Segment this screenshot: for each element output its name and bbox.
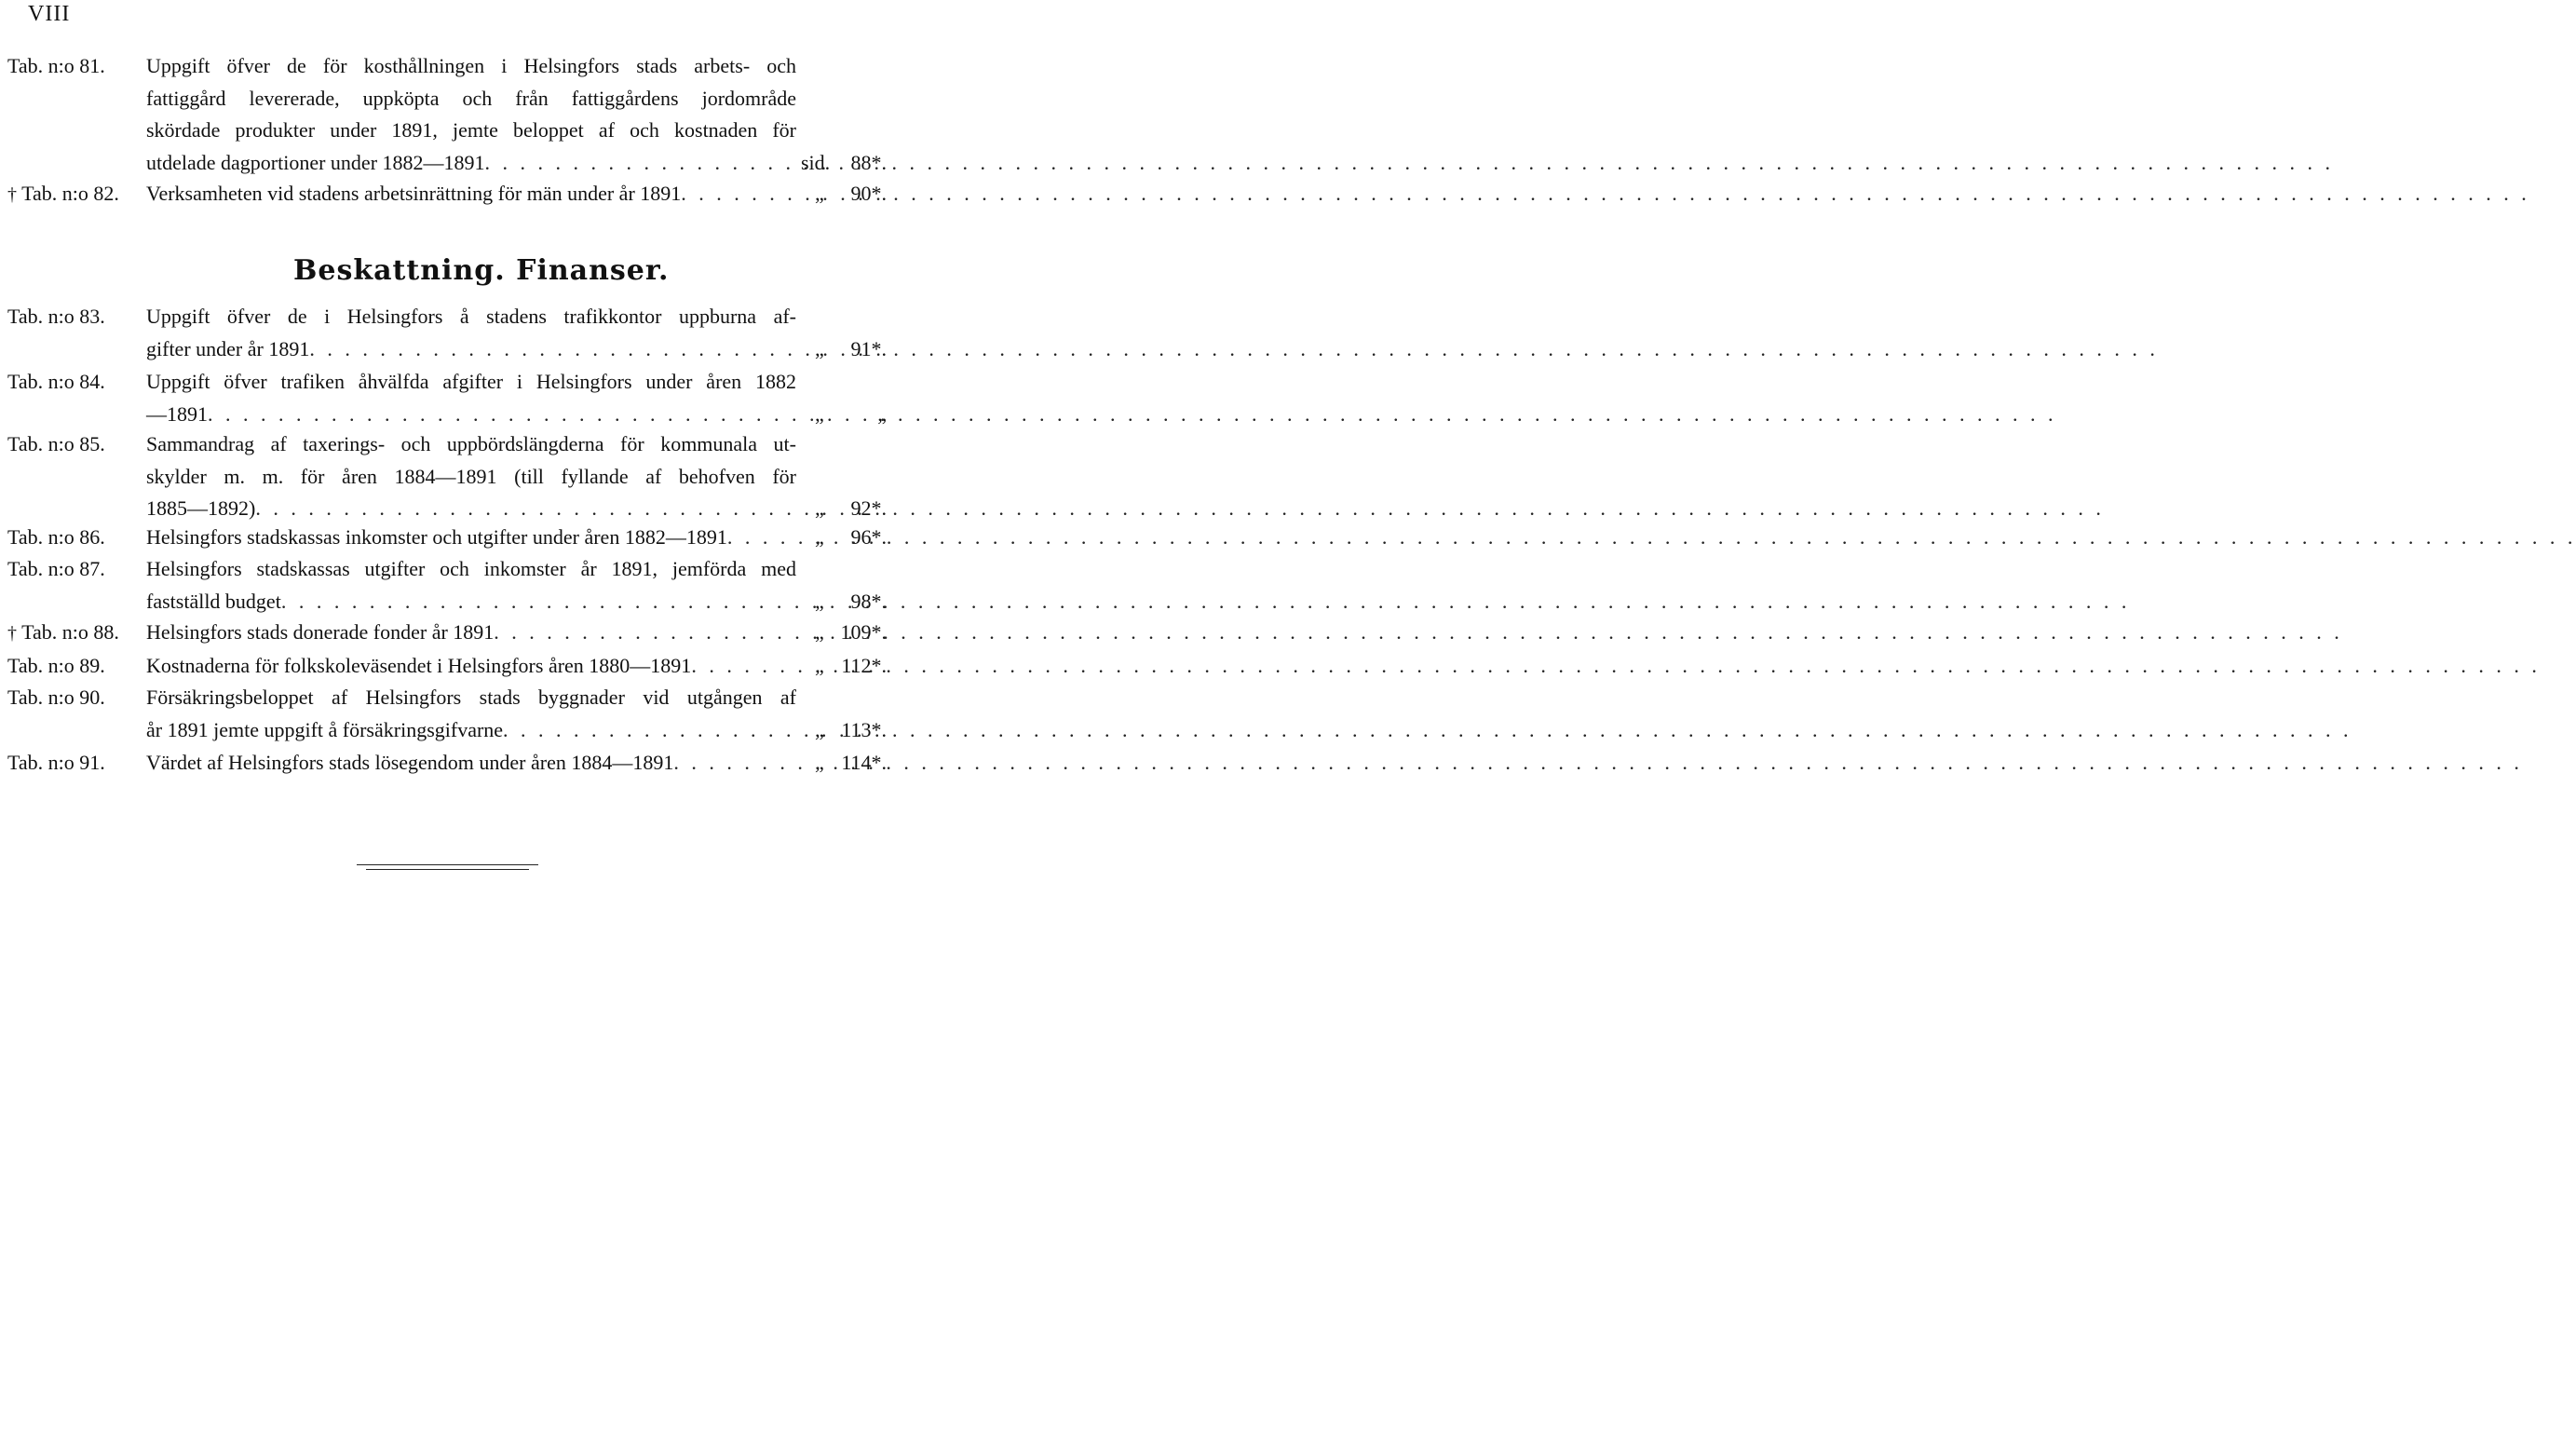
dot-leader bbox=[494, 618, 2343, 646]
entry-title-text: utdelade dagportioner under 1882—1891 bbox=[146, 150, 485, 174]
entry-title-text: skördade produkter under 1891, jemte beloppet af och kostnaden för bbox=[146, 118, 796, 142]
entry-title-line bbox=[146, 303, 796, 331]
entry-title-line bbox=[146, 400, 796, 428]
page-ref-prefix: „ bbox=[815, 336, 824, 360]
page-reference: 91*. bbox=[850, 336, 887, 360]
page-ref-prefix: „ bbox=[815, 589, 824, 613]
entry-title-line bbox=[146, 588, 796, 616]
dot-leader bbox=[681, 180, 2530, 208]
table-number-label: Tab. n:o 82. bbox=[21, 182, 119, 205]
entry-title-line bbox=[146, 523, 796, 551]
entry-title-line bbox=[146, 52, 796, 80]
page-ref-prefix: „ bbox=[815, 654, 824, 677]
table-number-label: Tab. n:o 85. bbox=[7, 432, 105, 455]
entry-title-text: Uppgift öfver de för kosthållningen i Helsingfors stads arbets- och bbox=[146, 54, 796, 77]
entry-title-line bbox=[146, 368, 796, 396]
entry-title-line bbox=[146, 180, 796, 208]
entry-title-line bbox=[146, 116, 796, 144]
page-reference: 92*. bbox=[850, 496, 887, 520]
entry-title-line bbox=[146, 495, 796, 523]
table-number-label: Tab. n:o 86. bbox=[7, 525, 105, 549]
table-number-label: Tab. n:o 88. bbox=[21, 620, 119, 644]
dot-leader bbox=[208, 400, 2057, 428]
table-number bbox=[7, 618, 119, 646]
page-ref-prefix: „ bbox=[815, 401, 824, 426]
entry-title-line bbox=[146, 684, 796, 712]
entry-title-line bbox=[146, 335, 796, 363]
page-reference: 96*. bbox=[850, 525, 887, 549]
page-ref-prefix: sid. bbox=[801, 150, 831, 174]
closing-rule-lower bbox=[366, 869, 529, 870]
table-number bbox=[7, 303, 105, 331]
table-number bbox=[7, 749, 105, 777]
dagger-mark: † bbox=[7, 623, 17, 644]
entry-title-line bbox=[146, 716, 796, 744]
entry-title-text: gifter under år 1891 bbox=[146, 336, 310, 360]
entry-title-line bbox=[146, 85, 796, 113]
entry-title-text: Helsingfors stads donerade fonder år 1891 bbox=[146, 620, 495, 644]
dot-leader bbox=[255, 495, 2105, 523]
table-number-label: Tab. n:o 89. bbox=[7, 654, 105, 677]
dagger-mark: † bbox=[7, 184, 17, 205]
entry-title-text: fattiggård levererade, uppköpta och från fattiggårdens jordområde bbox=[146, 86, 796, 110]
entry-title-line bbox=[146, 749, 796, 777]
table-number-label: Tab. n:o 90. bbox=[7, 686, 105, 709]
page-ref-prefix: „ bbox=[815, 751, 824, 774]
table-number bbox=[7, 52, 105, 80]
page-reference: 98*. bbox=[850, 589, 887, 613]
dot-leader bbox=[309, 335, 2159, 363]
entry-title-text: Verksamheten vid stadens arbetsinrättning för män under år 1891 bbox=[146, 182, 682, 205]
table-number-label: Tab. n:o 81. bbox=[7, 54, 105, 77]
section-heading: Beskattning. Finanser. bbox=[293, 254, 670, 287]
dot-leader bbox=[281, 588, 2131, 616]
page-reference: 88*. bbox=[850, 150, 887, 174]
page-reference: 90*. bbox=[850, 182, 887, 205]
page-reference: 113*. bbox=[841, 717, 887, 741]
entry-title-text: skylder m. m. för åren 1884—1891 (till fyllande af behofven för bbox=[146, 464, 796, 488]
page-reference: 109*. bbox=[840, 620, 887, 644]
table-number bbox=[7, 684, 105, 712]
page-number: VIII bbox=[28, 2, 71, 26]
entry-title-text: Helsingfors stadskassas inkomster och utgifter under åren 1882—1891 bbox=[146, 525, 727, 549]
table-number bbox=[7, 523, 105, 551]
page-ref-prefix: „ bbox=[815, 496, 824, 520]
table-number bbox=[7, 430, 105, 458]
table-number bbox=[7, 180, 119, 208]
entry-title-text: —1891 bbox=[146, 401, 208, 426]
table-number bbox=[7, 368, 105, 396]
entry-title-text: 1885—1892) bbox=[146, 496, 256, 520]
page-reference: 112*. bbox=[841, 654, 887, 677]
entry-title-text: Helsingfors stadskassas utgifter och inkomster år 1891, jemförda med bbox=[146, 557, 796, 580]
dot-leader bbox=[691, 652, 2541, 680]
closing-rule bbox=[357, 864, 538, 865]
page-ref-prefix: „ bbox=[815, 525, 824, 549]
entry-title-text: Uppgift öfver trafiken åhvälfda afgifter i Helsingfors under åren 1882 bbox=[146, 370, 796, 393]
page-reference: 114*. bbox=[841, 751, 887, 774]
dot-leader bbox=[503, 716, 2352, 744]
entry-title-line bbox=[146, 463, 796, 491]
table-number-label: Tab. n:o 84. bbox=[7, 370, 105, 393]
dot-leader bbox=[727, 523, 2576, 551]
table-number-label: Tab. n:o 87. bbox=[7, 557, 105, 580]
entry-title-text: Försäkringsbeloppet af Helsingfors stads byggnader vid utgången af bbox=[146, 686, 796, 709]
dot-leader bbox=[673, 749, 2523, 777]
entry-title-line bbox=[146, 430, 796, 458]
entry-title-text: Kostnaderna för folkskoleväsendet i Helsingfors åren 1880—1891 bbox=[146, 654, 692, 677]
page-ref-prefix: „ bbox=[815, 717, 824, 741]
page-ref-prefix: „ bbox=[815, 620, 824, 644]
entry-title-text: fastställd budget bbox=[146, 589, 281, 613]
entry-title-text: Sammandrag af taxerings- och uppbördslängderna för kommunala ut- bbox=[146, 432, 796, 455]
entry-title-line bbox=[146, 555, 796, 583]
entry-title-line bbox=[146, 652, 796, 680]
entry-title-text: Värdet af Helsingfors stads lösegendom under åren 1884—1891 bbox=[146, 751, 674, 774]
entry-title-text: år 1891 jemte uppgift å försäkringsgifvarne bbox=[146, 717, 504, 741]
entry-title-line bbox=[146, 618, 796, 646]
entry-title-text: Uppgift öfver de i Helsingfors å stadens trafikkontor uppburna af- bbox=[146, 305, 796, 328]
table-number-label: Tab. n:o 91. bbox=[7, 751, 105, 774]
table-number bbox=[7, 652, 105, 680]
page-reference: „ bbox=[877, 401, 887, 426]
table-number-label: Tab. n:o 83. bbox=[7, 305, 105, 328]
entry-title-line bbox=[146, 149, 796, 177]
page-ref-prefix: „ bbox=[815, 182, 824, 205]
table-number bbox=[7, 555, 105, 583]
dot-leader bbox=[485, 149, 2335, 177]
